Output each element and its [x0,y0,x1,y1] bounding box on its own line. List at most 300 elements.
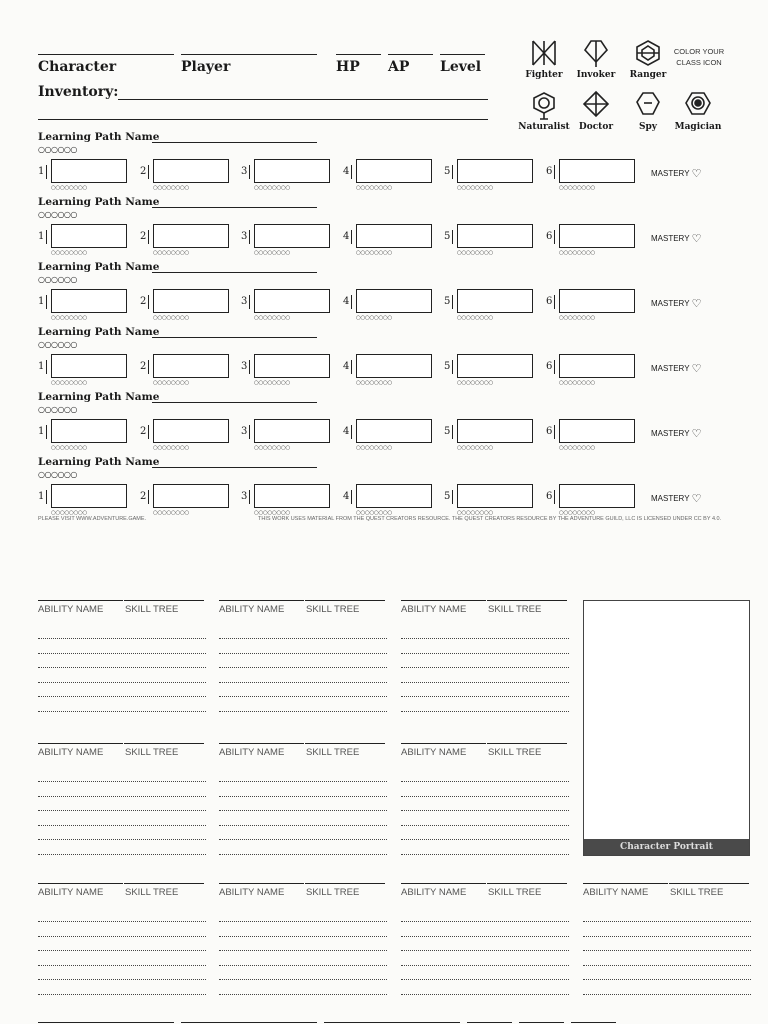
learning-path-slot-box[interactable] [51,419,127,443]
ap-field-line[interactable] [388,54,433,55]
slot-divider [554,230,555,244]
ability-description-line[interactable] [583,979,751,980]
slot-progress-dots[interactable]: ○○○○○○○○ [559,380,595,386]
slot-divider [249,295,250,309]
skill-tree-line[interactable] [124,600,204,601]
slot-number: 2 [140,296,147,307]
ability-description-line[interactable] [219,653,387,654]
ability-description-line[interactable] [401,921,569,922]
learning-path-slot-box[interactable] [254,484,330,508]
learning-path-slot-box[interactable] [51,354,127,378]
inventory-label: Inventory: [38,84,119,100]
slot-number: 1 [38,231,45,242]
slot-progress-dots[interactable]: ○○○○○○○○ [559,250,595,256]
slot-divider [46,360,47,374]
learning-path-name-line[interactable] [152,142,317,143]
slot-progress-dots[interactable]: ○○○○○○○○ [559,510,595,516]
skill-tree-label: SKILL TREE [125,887,179,898]
ability-name-line[interactable] [219,600,304,601]
ability-description-line[interactable] [219,979,387,980]
slot-number: 3 [241,491,248,502]
slot-number: 1 [38,296,45,307]
ability-description-line[interactable] [219,638,387,639]
learning-path-slot-box[interactable] [153,354,229,378]
slot-divider [249,360,250,374]
learning-path-slot-box[interactable] [254,419,330,443]
inventory-line-2[interactable] [38,119,488,120]
mastery-label: MASTERY [651,169,690,178]
ability-description-line[interactable] [583,965,751,966]
slot-number: 3 [241,361,248,372]
ability-description-line[interactable] [38,979,206,980]
slot-progress-dots[interactable]: ○○○○○○○○ [559,185,595,191]
ability-description-line[interactable] [401,854,569,855]
ability-description-line[interactable] [38,950,206,951]
slot-progress-dots[interactable]: ○○○○○○○○ [457,510,493,516]
ability-description-line[interactable] [219,711,387,712]
slot-divider [452,230,453,244]
skill-tree-line[interactable] [487,600,567,601]
slot-number: 6 [546,296,553,307]
ability-description-line[interactable] [401,936,569,937]
skill-tree-line[interactable] [305,743,385,744]
character-field-line[interactable] [38,54,174,55]
slot-progress-dots[interactable]: ○○○○○○○○ [356,445,392,451]
level-label: Level [440,59,482,75]
slot-divider [148,165,149,179]
slot-number: 6 [546,166,553,177]
magician-icon [683,90,713,120]
ability-description-line[interactable] [38,825,206,826]
ability-description-line[interactable] [401,810,569,811]
learning-path-slot-box[interactable] [559,289,635,313]
learning-path-title: Learning Path Name [38,261,160,273]
learning-path-slot-box[interactable] [559,354,635,378]
learning-path-name-line[interactable] [152,207,317,208]
slot-number: 5 [444,491,451,502]
slot-progress-dots[interactable]: ○○○○○○○○ [254,185,290,191]
class-name: Invoker [576,70,616,80]
learning-path-progress-circles[interactable]: ○○○○○○ [38,210,77,219]
slot-divider [148,490,149,504]
learning-path-slot-box[interactable] [153,224,229,248]
learning-path-name-line[interactable] [152,402,317,403]
learning-path-slot-box[interactable] [254,224,330,248]
ability-description-line[interactable] [38,839,206,840]
invoker-icon [581,38,611,68]
slot-progress-dots[interactable]: ○○○○○○○○ [153,380,189,386]
slot-number: 1 [38,361,45,372]
hp-label: HP [336,59,360,75]
learning-path-slot-box[interactable] [51,224,127,248]
level-field-line[interactable] [440,54,485,55]
slot-progress-dots[interactable]: ○○○○○○○○ [457,250,493,256]
heart-outline-icon: ♡ [691,363,702,375]
slot-number: 5 [444,166,451,177]
slot-number: 4 [343,361,350,372]
learning-path-title: Learning Path Name [38,326,160,338]
spy-icon [633,90,663,120]
skill-tree-label: SKILL TREE [306,747,360,758]
learning-path-slot-box[interactable] [457,224,533,248]
slot-progress-dots[interactable]: ○○○○○○○○ [254,380,290,386]
ability-description-line[interactable] [38,965,206,966]
slot-divider [554,490,555,504]
slot-number: 2 [140,426,147,437]
learning-path-slot-box[interactable] [254,289,330,313]
heart-outline-icon: ♡ [691,493,702,505]
ability-description-line[interactable] [401,825,569,826]
mastery-indicator[interactable] [651,167,702,180]
slot-progress-dots[interactable]: ○○○○○○○○ [457,315,493,321]
learning-path-slot-box[interactable] [153,484,229,508]
slot-divider [249,490,250,504]
slot-divider [46,295,47,309]
class-naturalist[interactable] [516,90,572,132]
ability-description-line[interactable] [219,682,387,683]
learning-path-slot-box[interactable] [457,159,533,183]
ability-description-line[interactable] [219,854,387,855]
slot-progress-dots[interactable]: ○○○○○○○○ [457,380,493,386]
class-magician[interactable] [670,90,726,132]
ability-description-line[interactable] [401,711,569,712]
learning-path-slot-box[interactable] [457,484,533,508]
character-label: Character [38,59,117,75]
ap-label: AP [388,59,410,75]
bottom-line[interactable] [181,1022,317,1023]
inventory-line-1[interactable] [118,99,488,100]
heart-outline-icon: ♡ [691,233,702,245]
slot-progress-dots[interactable]: ○○○○○○○○ [356,185,392,191]
slot-divider [46,425,47,439]
class-spy[interactable] [620,90,676,132]
slot-divider [351,425,352,439]
ability-name-line[interactable] [38,883,123,884]
class-name: Naturalist [518,122,570,132]
fighter-icon [529,38,559,68]
slot-progress-dots[interactable]: ○○○○○○○○ [51,510,87,516]
slot-progress-dots[interactable]: ○○○○○○○○ [559,445,595,451]
ability-name-label: ABILITY NAME [38,604,104,615]
ability-description-line[interactable] [219,936,387,937]
ability-name-line[interactable] [38,743,123,744]
ability-description-line[interactable] [38,638,206,639]
ability-description-line[interactable] [38,921,206,922]
learning-path-slot-box[interactable] [559,484,635,508]
ability-name-line[interactable] [38,600,123,601]
slot-progress-dots[interactable]: ○○○○○○○○ [559,315,595,321]
ability-description-line[interactable] [583,950,751,951]
skill-tree-line[interactable] [305,600,385,601]
skill-tree-line[interactable] [124,883,204,884]
slot-number: 3 [241,166,248,177]
learning-path-slot-box[interactable] [51,159,127,183]
class-invoker[interactable] [568,38,624,80]
bottom-line[interactable] [519,1022,564,1023]
skill-tree-label: SKILL TREE [125,604,179,615]
slot-number: 6 [546,426,553,437]
slot-number: 3 [241,231,248,242]
ability-description-line[interactable] [219,965,387,966]
ability-name-line[interactable] [219,743,304,744]
slot-divider [148,360,149,374]
class-fighter[interactable] [516,38,572,80]
slot-divider [452,425,453,439]
slot-divider [351,230,352,244]
ability-description-line[interactable] [401,696,569,697]
slot-number: 2 [140,231,147,242]
slot-number: 5 [444,231,451,242]
slot-divider [249,165,250,179]
ability-description-line[interactable] [38,994,206,995]
slot-number: 6 [546,231,553,242]
ability-description-line[interactable] [38,653,206,654]
slot-number: 2 [140,491,147,502]
slot-number: 5 [444,426,451,437]
ability-description-line[interactable] [219,781,387,782]
slot-progress-dots[interactable]: ○○○○○○○○ [356,510,392,516]
learning-path-slot-box[interactable] [51,484,127,508]
learning-path-slot-box[interactable] [254,159,330,183]
ability-description-line[interactable] [38,696,206,697]
slot-number: 5 [444,361,451,372]
ability-description-line[interactable] [401,950,569,951]
ability-description-line[interactable] [38,682,206,683]
ability-description-line[interactable] [583,936,751,937]
learning-path-slot-box[interactable] [153,419,229,443]
slot-progress-dots[interactable]: ○○○○○○○○ [51,315,87,321]
mastery-label: MASTERY [651,494,690,503]
slot-divider [148,295,149,309]
mastery-label: MASTERY [651,234,690,243]
ability-description-line[interactable] [401,994,569,995]
learning-path-slot-box[interactable] [356,224,432,248]
learning-path-slot-box[interactable] [457,419,533,443]
class-name: Ranger [629,70,667,80]
skill-tree-label: SKILL TREE [306,604,360,615]
ability-description-line[interactable] [401,682,569,683]
ability-description-line[interactable] [401,653,569,654]
learning-path-slot-box[interactable] [457,289,533,313]
learning-path-slot-box[interactable] [559,419,635,443]
slot-progress-dots[interactable]: ○○○○○○○○ [51,380,87,386]
learning-path-progress-circles[interactable]: ○○○○○○ [38,470,77,479]
ability-description-line[interactable] [38,667,206,668]
ability-description-line[interactable] [401,979,569,980]
slot-progress-dots[interactable]: ○○○○○○○○ [356,380,392,386]
slot-number: 6 [546,361,553,372]
mastery-indicator[interactable] [651,427,702,440]
learning-path-slot-box[interactable] [153,289,229,313]
learning-path-slot-box[interactable] [559,224,635,248]
slot-divider [452,295,453,309]
learning-path-slot-box[interactable] [356,484,432,508]
ability-name-label: ABILITY NAME [219,887,285,898]
footer-right: THIS WORK USES MATERIAL FROM THE QUEST CREATORS RESOURCE. THE QUEST CREATORS RESOURCE BY THE ADVENTURE GUILD, LLC IS LICENSED UNDER CC BY 4.0. [258,516,722,522]
ability-description-line[interactable] [401,839,569,840]
slot-number: 4 [343,166,350,177]
slot-divider [46,490,47,504]
ability-name-label: ABILITY NAME [583,887,649,898]
slot-progress-dots[interactable]: ○○○○○○○○ [153,185,189,191]
slot-progress-dots[interactable]: ○○○○○○○○ [153,445,189,451]
slot-progress-dots[interactable]: ○○○○○○○○ [51,445,87,451]
ability-name-label: ABILITY NAME [401,604,467,615]
ability-description-line[interactable] [219,696,387,697]
ability-name-label: ABILITY NAME [219,604,285,615]
ability-description-line[interactable] [38,810,206,811]
learning-path-slot-box[interactable] [153,159,229,183]
mastery-indicator[interactable] [651,492,702,505]
slot-divider [46,230,47,244]
learning-path-progress-circles[interactable]: ○○○○○○ [38,340,77,349]
learning-path-name-line[interactable] [152,467,317,468]
mastery-indicator[interactable] [651,362,702,375]
class-name: Magician [674,122,722,132]
slot-progress-dots[interactable]: ○○○○○○○○ [457,445,493,451]
learning-path-slot-box[interactable] [356,419,432,443]
learning-path-progress-circles[interactable]: ○○○○○○ [38,275,77,284]
slot-number: 3 [241,296,248,307]
slot-number: 1 [38,166,45,177]
slot-number: 6 [546,491,553,502]
slot-divider [554,165,555,179]
learning-path-title: Learning Path Name [38,196,160,208]
mastery-indicator[interactable] [651,297,702,310]
ability-description-line[interactable] [219,796,387,797]
slot-number: 4 [343,426,350,437]
slot-divider [148,425,149,439]
slot-divider [351,360,352,374]
learning-path-name-line[interactable] [152,337,317,338]
slot-number: 5 [444,296,451,307]
slot-progress-dots[interactable]: ○○○○○○○○ [254,250,290,256]
learning-path-slot-box[interactable] [356,159,432,183]
skill-tree-line[interactable] [305,883,385,884]
class-name: Spy [638,122,658,132]
bottom-line[interactable] [467,1022,512,1023]
skill-tree-label: SKILL TREE [488,887,542,898]
slot-progress-dots[interactable]: ○○○○○○○○ [457,185,493,191]
skill-tree-line[interactable] [487,883,567,884]
learning-path-progress-circles[interactable]: ○○○○○○ [38,405,77,414]
ability-description-line[interactable] [401,667,569,668]
learning-path-slot-box[interactable] [254,354,330,378]
ability-description-line[interactable] [401,638,569,639]
slot-number: 1 [38,491,45,502]
character-portrait-label: Character Portrait [584,839,749,855]
ability-description-line[interactable] [583,994,751,995]
ability-description-line[interactable] [583,921,751,922]
slot-divider [452,490,453,504]
bottom-line[interactable] [38,1022,174,1023]
slot-number: 1 [38,426,45,437]
slot-number: 3 [241,426,248,437]
ability-name-line[interactable] [219,883,304,884]
ability-description-line[interactable] [219,667,387,668]
slot-progress-dots[interactable]: ○○○○○○○○ [254,445,290,451]
skill-tree-label: SKILL TREE [488,604,542,615]
ability-description-line[interactable] [219,825,387,826]
ability-description-line[interactable] [38,854,206,855]
mastery-label: MASTERY [651,364,690,373]
slot-number: 4 [343,231,350,242]
heart-outline-icon: ♡ [691,428,702,440]
ability-description-line[interactable] [219,921,387,922]
slot-progress-dots[interactable]: ○○○○○○○○ [356,315,392,321]
footer-left: PLEASE VISIT WWW.ADVENTURE.GAME. [38,516,147,522]
ability-name-label: ABILITY NAME [38,887,104,898]
slot-progress-dots[interactable]: ○○○○○○○○ [153,250,189,256]
doctor-icon [581,90,611,120]
slot-progress-dots[interactable]: ○○○○○○○○ [51,250,87,256]
ability-description-line[interactable] [401,796,569,797]
mastery-indicator[interactable] [651,232,702,245]
ability-description-line[interactable] [401,781,569,782]
slot-number: 2 [140,361,147,372]
ability-description-line[interactable] [38,781,206,782]
ability-name-line[interactable] [401,883,486,884]
skill-tree-line[interactable] [487,743,567,744]
slot-divider [249,425,250,439]
ability-name-label: ABILITY NAME [401,887,467,898]
slot-progress-dots[interactable]: ○○○○○○○○ [153,510,189,516]
slot-progress-dots[interactable]: ○○○○○○○○ [254,510,290,516]
slot-progress-dots[interactable]: ○○○○○○○○ [254,315,290,321]
slot-divider [554,295,555,309]
learning-path-slot-box[interactable] [457,354,533,378]
ability-name-line[interactable] [401,743,486,744]
heart-outline-icon: ♡ [691,298,702,310]
slot-divider [46,165,47,179]
learning-path-slot-box[interactable] [51,289,127,313]
learning-path-progress-circles[interactable]: ○○○○○○ [38,145,77,154]
ability-description-line[interactable] [38,796,206,797]
player-field-line[interactable] [181,54,317,55]
slot-progress-dots[interactable]: ○○○○○○○○ [356,250,392,256]
slot-divider [249,230,250,244]
class-doctor[interactable] [568,90,624,132]
ability-description-line[interactable] [219,950,387,951]
ability-description-line[interactable] [38,936,206,937]
ability-description-line[interactable] [219,839,387,840]
bottom-line[interactable] [571,1022,616,1023]
ability-description-line[interactable] [38,711,206,712]
hp-field-line[interactable] [336,54,381,55]
ability-name-label: ABILITY NAME [401,747,467,758]
learning-path-title: Learning Path Name [38,131,160,143]
learning-path-name-line[interactable] [152,272,317,273]
ability-name-line[interactable] [401,600,486,601]
slot-divider [554,360,555,374]
slot-progress-dots[interactable]: ○○○○○○○○ [153,315,189,321]
ability-name-line[interactable] [583,883,668,884]
slot-divider [351,165,352,179]
bottom-line[interactable] [324,1022,460,1023]
learning-path-slot-box[interactable] [559,159,635,183]
skill-tree-label: SKILL TREE [670,887,724,898]
ability-description-line[interactable] [219,994,387,995]
skill-tree-line[interactable] [669,883,749,884]
slot-progress-dots[interactable]: ○○○○○○○○ [51,185,87,191]
ability-description-line[interactable] [401,965,569,966]
learning-path-slot-box[interactable] [356,354,432,378]
learning-path-slot-box[interactable] [356,289,432,313]
class-name: Fighter [525,70,563,80]
ability-description-line[interactable] [219,810,387,811]
character-portrait-box[interactable] [583,600,750,856]
skill-tree-line[interactable] [124,743,204,744]
